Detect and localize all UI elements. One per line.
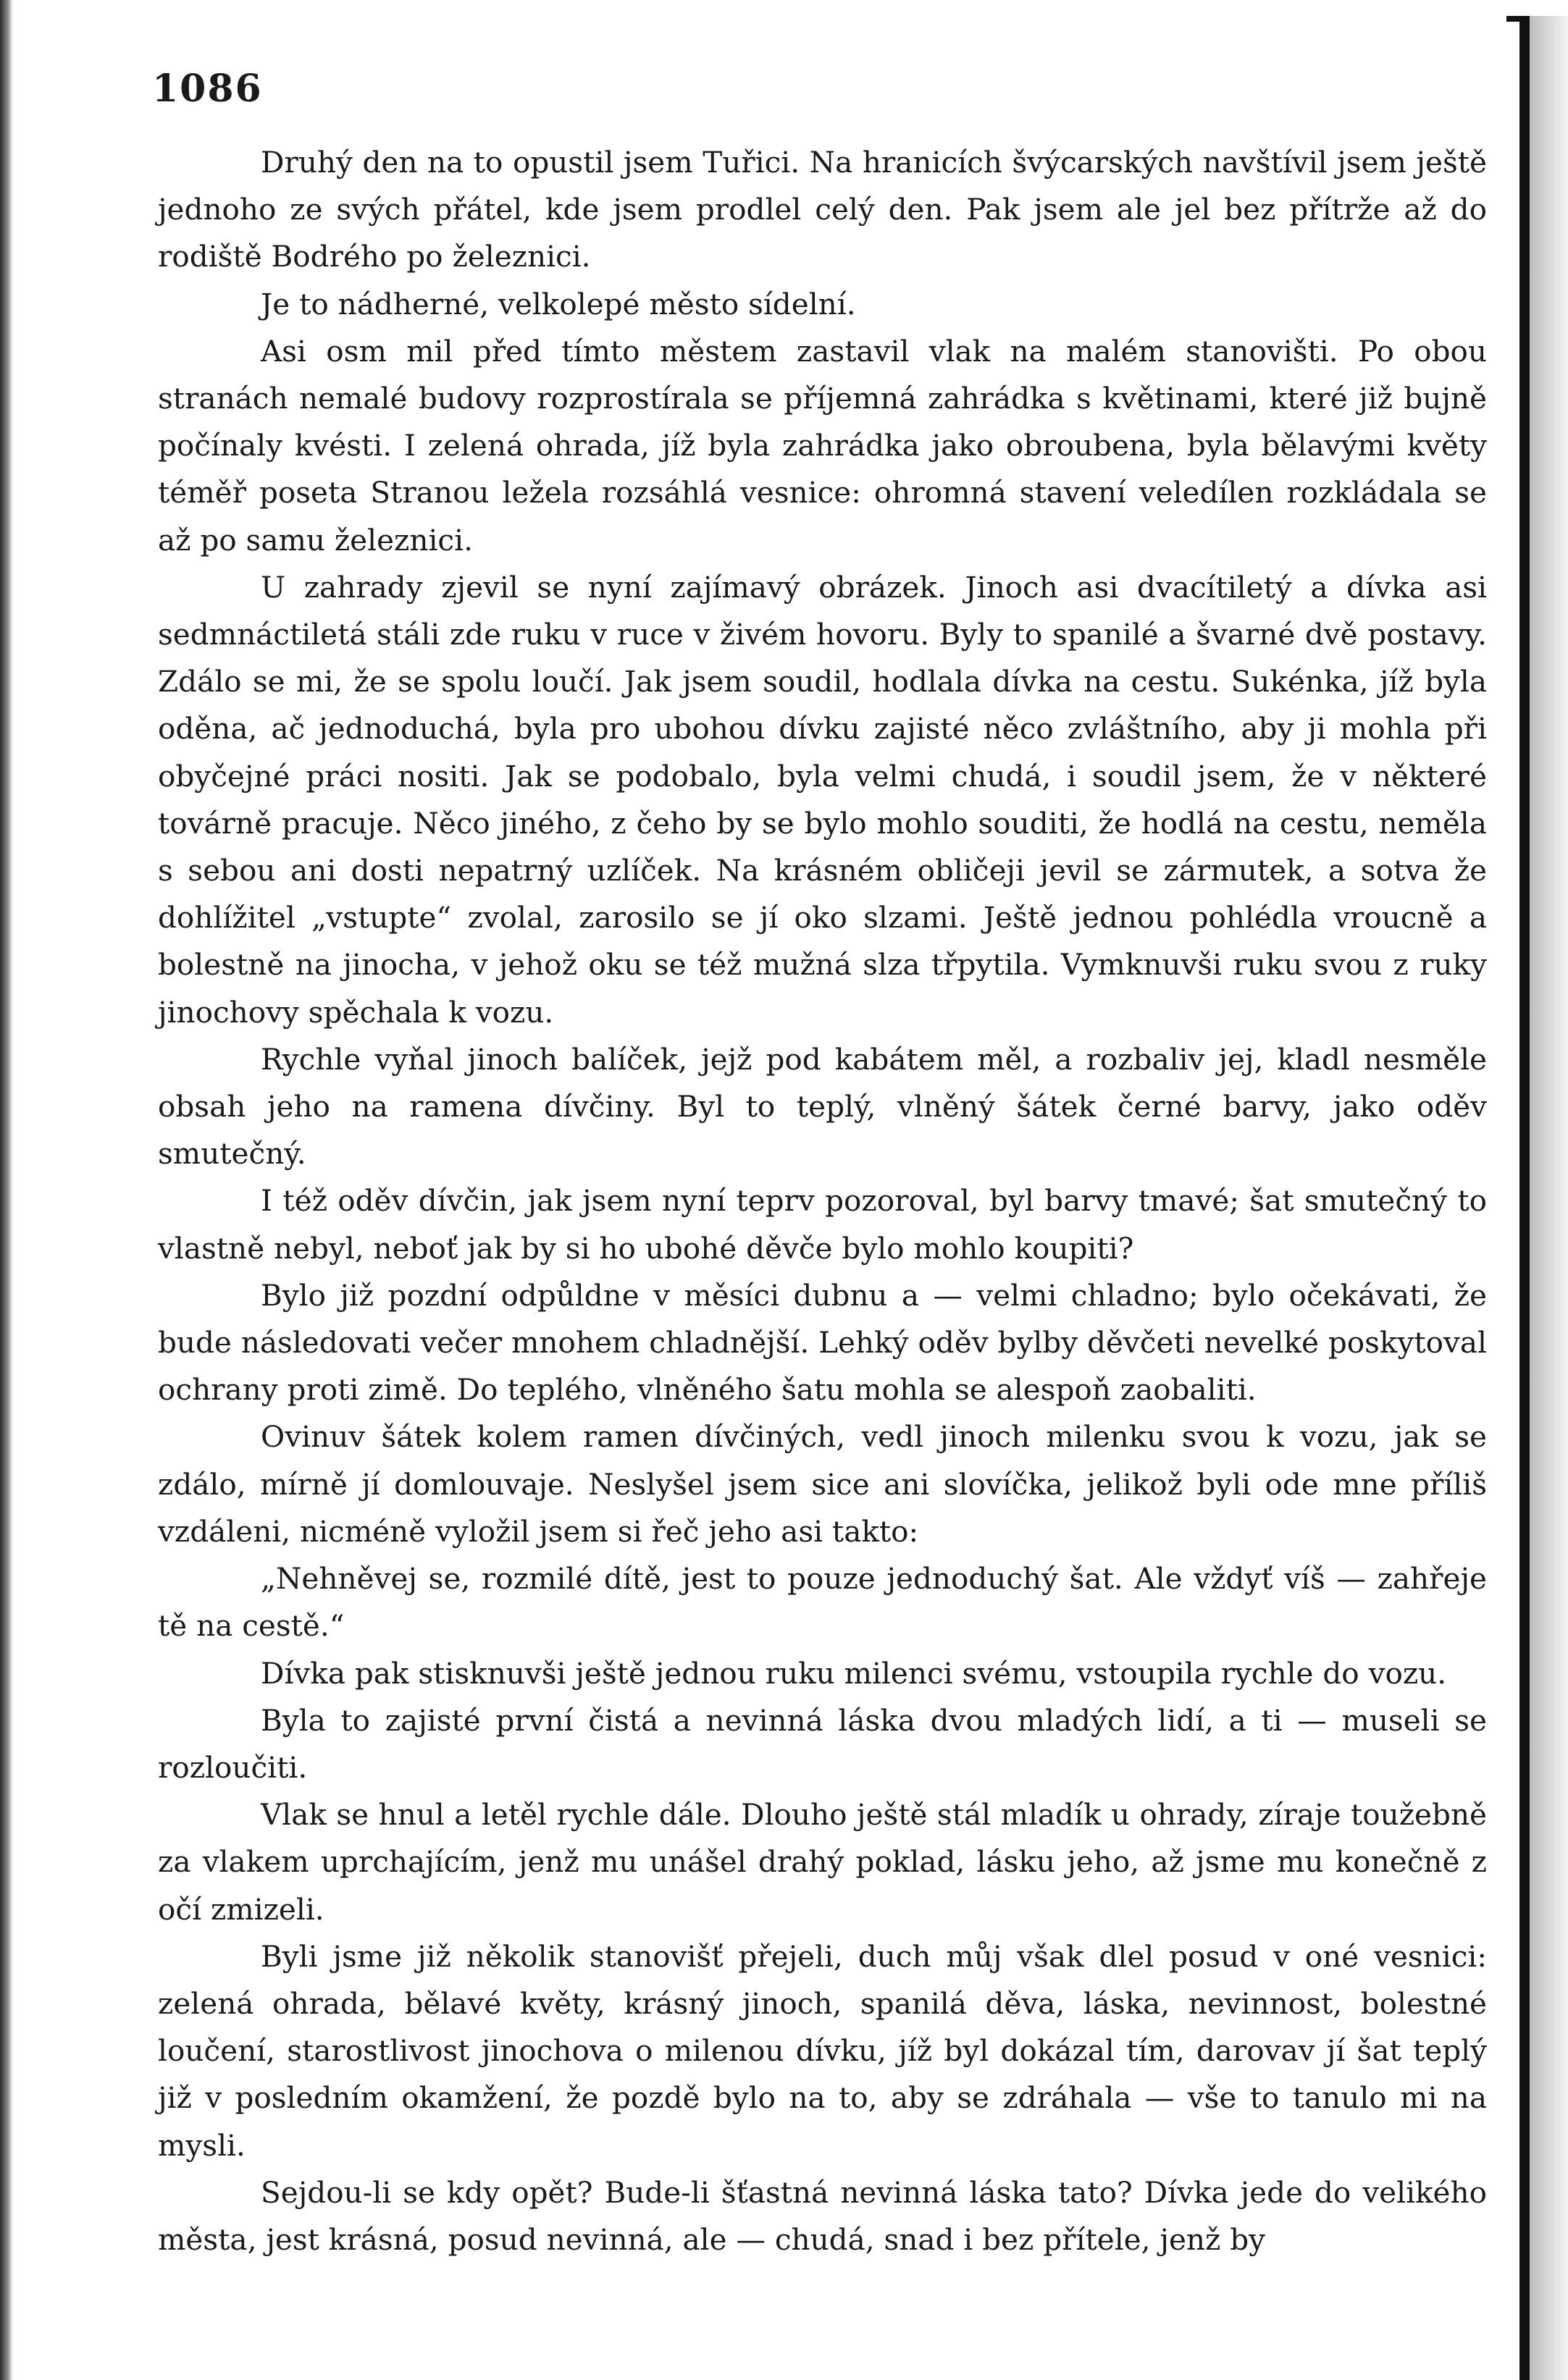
paragraph: Rychle vyňal jinoch balíček, jejž pod kabátem měl, a rozbaliv jej, kladl nesměle obsah jeho na ramena dívčiny. Byl to teplý, vlněný šátek černé barvy, jako oděv smutečný.	[158, 1041, 1487, 1172]
scan-edge-shadow	[0, 0, 13, 2380]
paragraph: Asi osm mil před tímto městem zastavil vlak na malém stanovišti. Po obou stranách nemalé budovy rozprostírala se příjemná zahrádka s květinami, které již bujně počínaly kvésti. I zelená ohrada, jíž byla zahrádka jako obroubena, byla bělavými květy téměř poseta Stranou ležela rozsáhlá vesnice: ohromná stavení veledílen rozkládala se až po samu železnici.	[158, 333, 1487, 558]
text-body	[158, 139, 1487, 2263]
paragraph: Je to nádherné, velkolepé město sídelní.	[261, 286, 856, 321]
paragraph: Druhý den na to opustil jsem Tuřici. Na hranicích švýcarských navštívil jsem ještě jednoho ze svých přátel, kde jsem prodlel celý den. Pak jsem ale jel bez přítrže až do rodiště Bodrého po železnici.	[158, 145, 1487, 274]
paragraph: „Nehněvej se, rozmilé dítě, jest to pouze jednoduchý šat. Ale vždyť víš — zahřeje tě na cestě.“	[158, 1561, 1487, 1644]
paragraph: Ovinuv šátek kolem ramen dívčiných, vedl jinoch milenku svou k vozu, jak se zdálo, mírně jí domlouvaje. Neslyšel jsem sice ani slovíčka, jelikož byli ode mne příliš vzdáleni, nicméně vyložil jsem si řeč jeho asi takto:	[158, 1419, 1487, 1549]
paragraph: Byli jsme již několik stanovišť přejeli, duch můj však dlel posud v oné vesnici: zelená ohrada, bělavé květy, krásný jinoch, spanilá děva, láska, nevinnost, bolestné loučení, starostlivost jinochova o milenou dívku, jíž byl dokázal tím, darovav jí šat teplý již v posledním okamžení, že pozdě bylo na to, aby se zdráhala — vše to tanulo mi na mysli.	[158, 1938, 1487, 2163]
paragraph: I též oděv dívčin, jak jsem nyní teprv pozoroval, byl barvy tmavé; šat smutečný to vlastně nebyl, neboť jak by si ho ubohé děvče bylo mohlo koupiti?	[158, 1183, 1487, 1266]
page-number: 1086	[152, 67, 263, 111]
paragraph: Byla to zajisté první čistá a nevinná láska dvou mladých lidí, a ti — museli se rozloučiti.	[158, 1702, 1487, 1785]
paragraph: U zahrady zjevil se nyní zajímavý obrázek. Jinoch asi dvacítiletý a dívka asi sedmnáctiletá stáli zde ruku v ruce v živém hovoru. Byly to spanilé a švarné dvě postavy. Zdálo se mi, že se spolu loučí. Jak jsem soudil, hodlala dívka na cestu. Sukénka, jíž byla oděna, ač jednoduchá, byla pro ubohou dívku zajisté něco zvláštního, aby ji mohla při obyčejné práci nositi. Jak se podobalo, byla velmi chudá, i soudil jsem, že v některé továrně pracuje. Něco jiného, z čeho by se bylo mohlo souditi, že hodlá na cestu, neměla s sebou ani dosti nepatrný uzlíček. Na krásném obličeji jevil se zármutek, a sotva že dohlížitel „vstupte“ zvolal, zarosilo se jí oko slzami. Ještě jednou pohlédla vroucně a bolestně na jinocha, v jehož oku se též mužná slza třpytila. Vymknuvši ruku svou z ruky jinochovy spěchala k vozu.	[158, 569, 1487, 1030]
page-frame-right-margin	[1530, 16, 1568, 2380]
paragraph: Dívka pak stisknuvši ještě jednou ruku milenci svému, vstoupila rychle do vozu.	[261, 1655, 1447, 1691]
paragraph: Vlak se hnul a letěl rychle dále. Dlouho ještě stál mladík u ohrady, zíraje toužebně za vlakem uprchajícím, jenž mu unášel drahý poklad, lásku jeho, až jsme mu konečně z očí zmizeli.	[158, 1797, 1487, 1927]
paragraph: Bylo již pozdní odpůldne v měsíci dubnu a — velmi chladno; bylo očekávati, že bude následovati večer mnohem chladnější. Lehký oděv bylby děvčeti nevelké poskytoval ochrany proti zimě. Do teplého, vlněného šatu mohla se alespoň zaobaliti.	[158, 1277, 1487, 1408]
paragraph: Sejdou-li se kdy opět? Bude-li šťastná nevinná láska tato? Dívka jede do velikého města, jest krásná, posud nevinná, ale — chudá, snad i bez přítele, jenž by	[158, 2174, 1487, 2257]
page-frame-right-border	[1519, 16, 1530, 2380]
